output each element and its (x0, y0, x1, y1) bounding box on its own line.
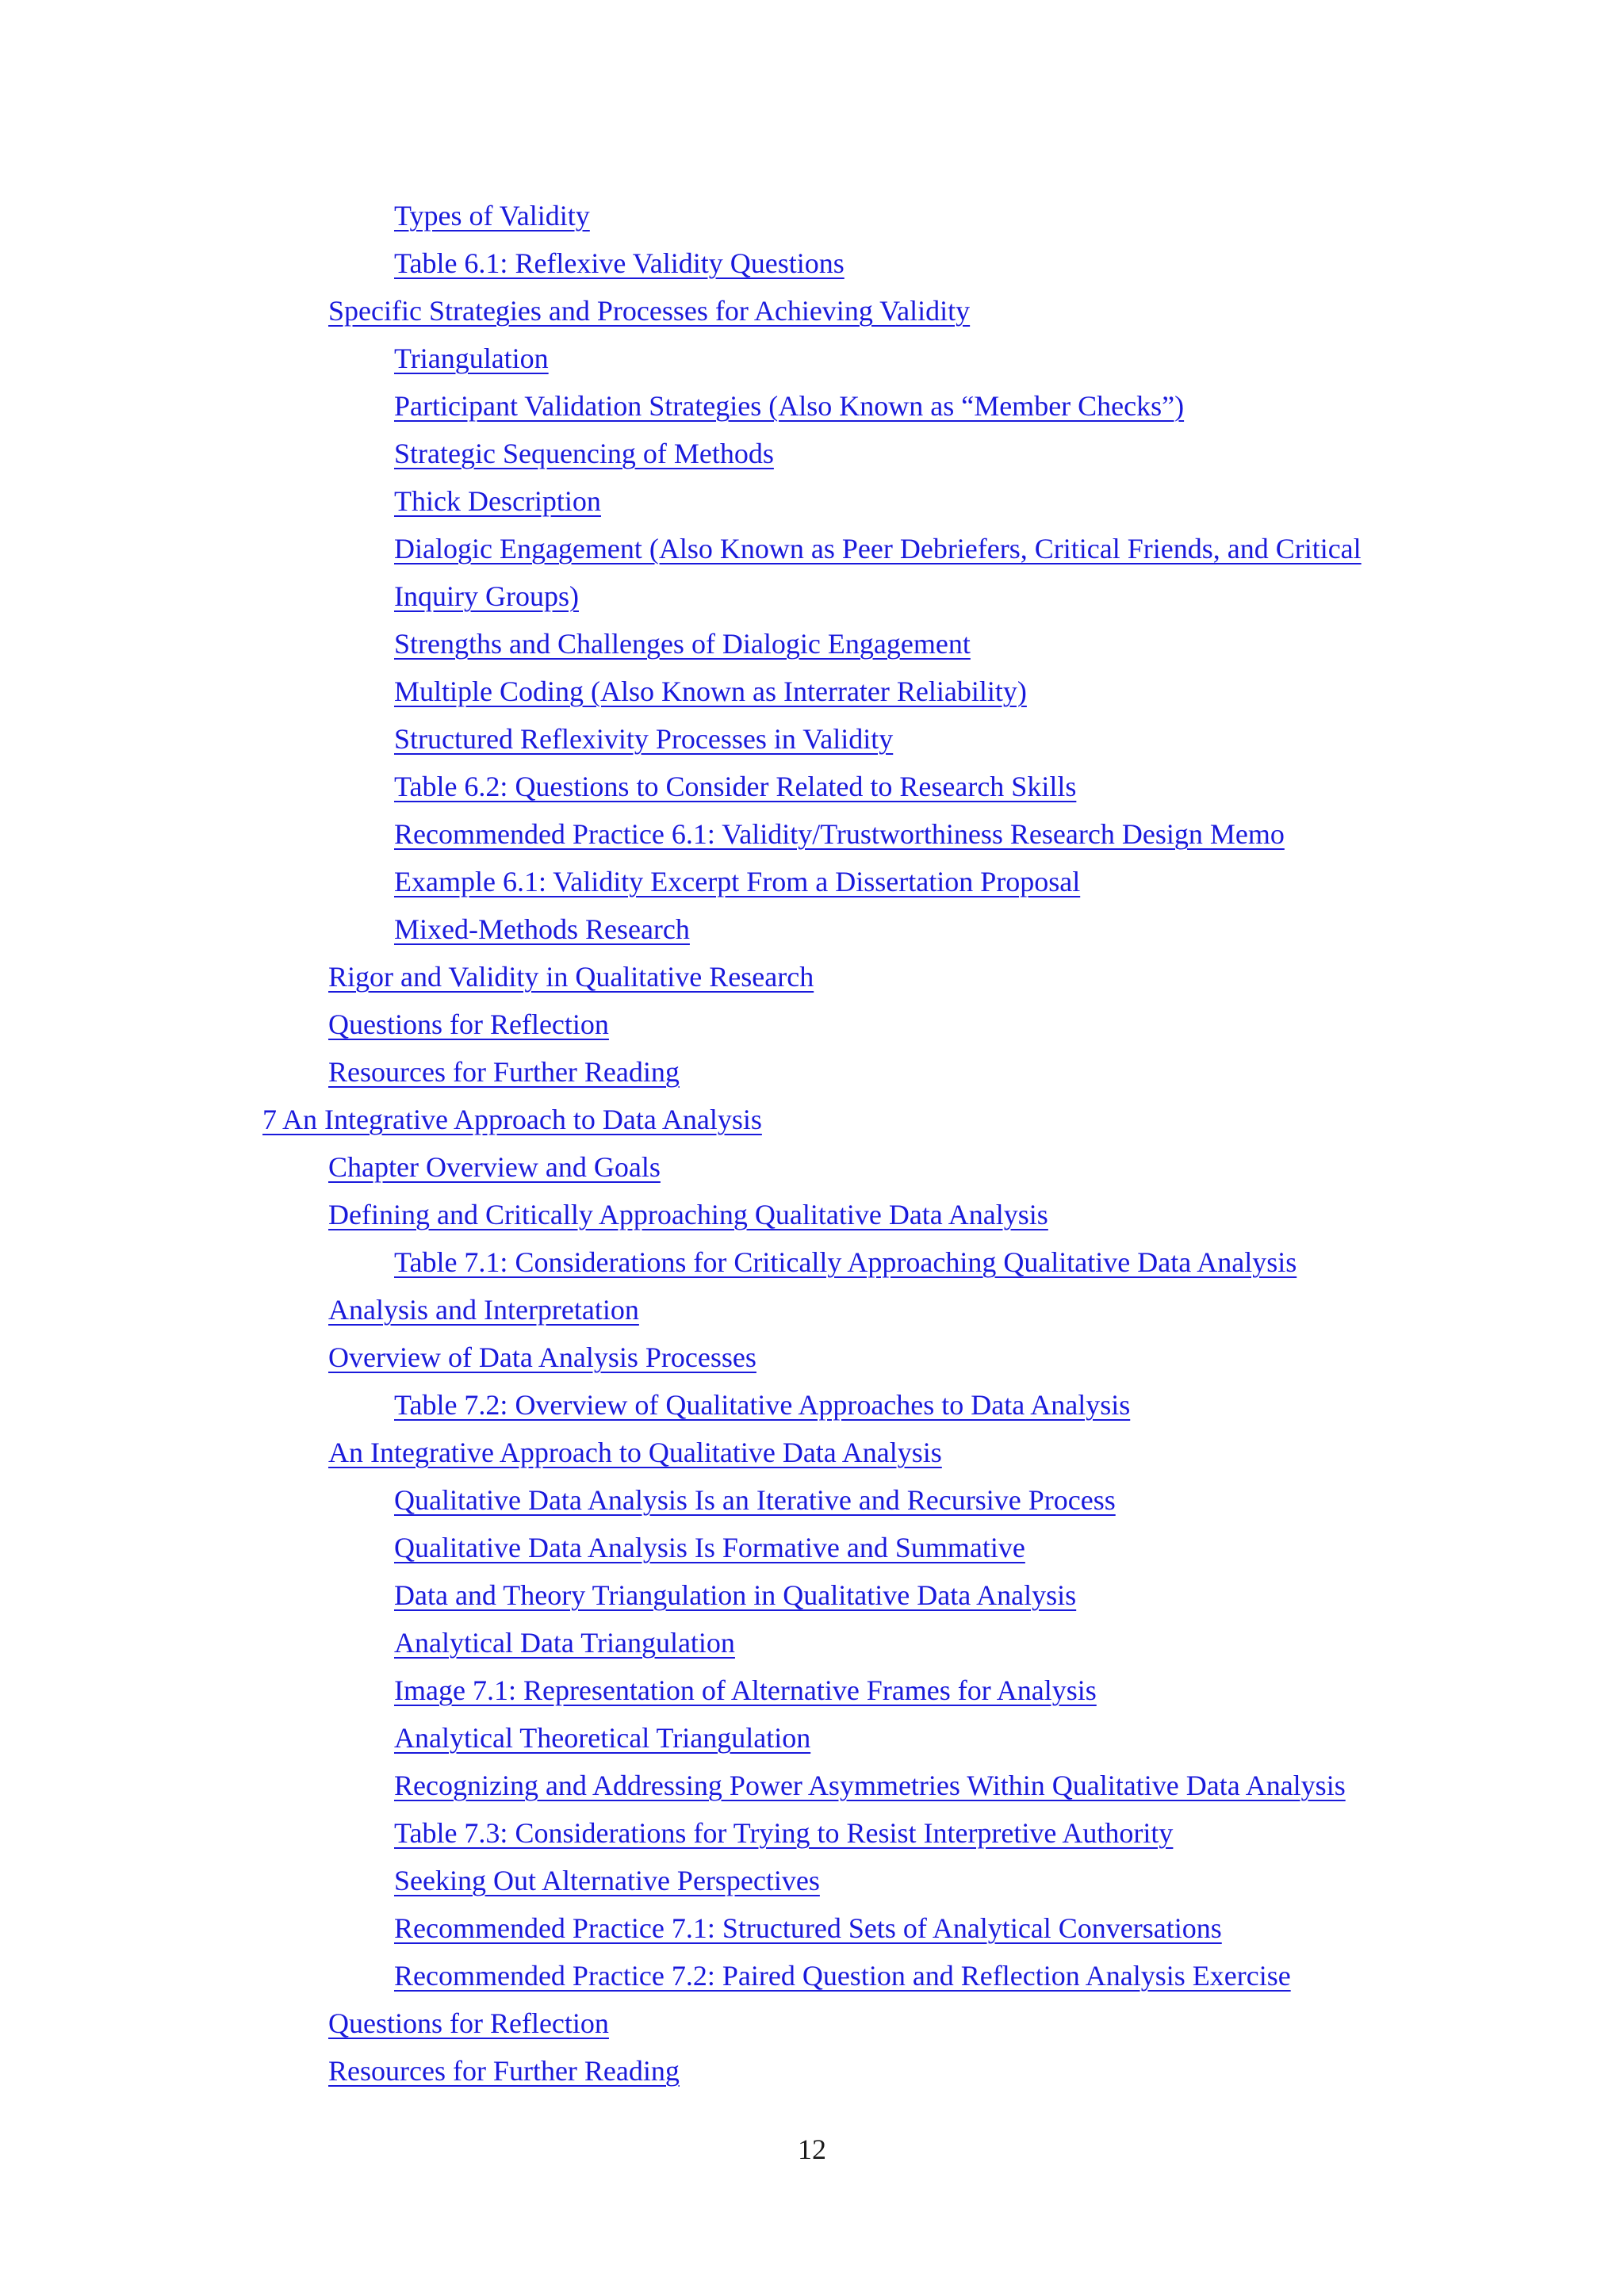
toc-entry (0, 1143, 1624, 1191)
toc-link[interactable]: Questions for Reflection (328, 2007, 609, 2039)
toc-link[interactable]: Chapter Overview and Goals (328, 1151, 661, 1183)
toc-entry (0, 1571, 1624, 1619)
toc-entry (0, 1857, 1624, 1904)
toc-link[interactable]: Questions for Reflection (328, 1008, 609, 1040)
toc-entry (0, 572, 1624, 620)
toc-entry (0, 620, 1624, 668)
toc-entry (0, 1476, 1624, 1524)
toc-entry (0, 1952, 1624, 1999)
toc-entry (0, 1096, 1624, 1143)
toc-link[interactable]: Rigor and Validity in Qualitative Research (328, 961, 814, 993)
toc-entry (0, 1381, 1624, 1429)
toc-link[interactable]: Recommended Practice 7.1: Structured Sets of Analytical Conversations (394, 1912, 1222, 1944)
toc-link[interactable]: Recognizing and Addressing Power Asymmetries Within Qualitative Data Analysis (394, 1770, 1346, 1801)
toc-link[interactable]: Structured Reflexivity Processes in Validity (394, 723, 894, 755)
toc-link[interactable]: Analytical Theoretical Triangulation (394, 1722, 811, 1754)
toc-link[interactable]: Table 7.3: Considerations for Trying to Resist Interpretive Authority (394, 1817, 1174, 1849)
toc-entry (0, 477, 1624, 525)
toc-link[interactable]: Table 7.1: Considerations for Critically Approaching Qualitative Data Analysis (394, 1246, 1297, 1278)
toc-link[interactable]: Overview of Data Analysis Processes (328, 1341, 756, 1373)
toc-entry (0, 1334, 1624, 1381)
toc-entry (0, 715, 1624, 763)
toc-link[interactable]: Image 7.1: Representation of Alternative Frames for Analysis (394, 1674, 1097, 1706)
toc-entry (0, 1238, 1624, 1286)
toc-link[interactable]: Strategic Sequencing of Methods (394, 438, 774, 469)
toc-link[interactable]: Types of Validity (394, 200, 590, 232)
toc-entry (0, 1904, 1624, 1952)
toc-entry (0, 1048, 1624, 1096)
toc-entry (0, 335, 1624, 382)
toc-entry (0, 525, 1624, 572)
toc-entry (0, 239, 1624, 287)
toc-link[interactable]: Example 6.1: Validity Excerpt From a Dissertation Proposal (394, 866, 1081, 897)
toc-link[interactable]: Qualitative Data Analysis Is Formative and Summative (394, 1532, 1025, 1563)
toc-entry (0, 287, 1624, 335)
toc-entry (0, 2047, 1624, 2095)
toc-entry (0, 1999, 1624, 2047)
toc-link[interactable]: Qualitative Data Analysis Is an Iterative and Recursive Process (394, 1484, 1116, 1516)
toc-link[interactable]: Analysis and Interpretation (328, 1294, 639, 1326)
toc-link[interactable]: Table 7.2: Overview of Qualitative Approaches to Data Analysis (394, 1389, 1131, 1421)
toc-link[interactable]: Table 6.1: Reflexive Validity Questions (394, 247, 845, 279)
toc-link[interactable]: An Integrative Approach to Qualitative Data Analysis (328, 1437, 942, 1468)
toc-entry (0, 1714, 1624, 1762)
toc-link[interactable]: Mixed-Methods Research (394, 913, 690, 945)
toc-entry (0, 1191, 1624, 1238)
toc-entry (0, 1619, 1624, 1667)
toc-link[interactable]: Triangulation (394, 342, 549, 374)
toc-entry (0, 763, 1624, 810)
toc-link[interactable]: Thick Description (394, 485, 601, 517)
toc-entry (0, 1001, 1624, 1048)
toc-link[interactable]: 7 An Integrative Approach to Data Analysis (262, 1104, 762, 1135)
toc-entry (0, 430, 1624, 477)
toc-link[interactable]: Analytical Data Triangulation (394, 1627, 735, 1659)
toc-link[interactable]: Inquiry Groups) (394, 580, 579, 612)
toc-link[interactable]: Multiple Coding (Also Known as Interrater Reliability) (394, 675, 1027, 707)
toc-entry (0, 1809, 1624, 1857)
toc-entry (0, 1286, 1624, 1334)
toc-entry (0, 953, 1624, 1001)
toc-entry (0, 858, 1624, 905)
toc-link[interactable]: Table 6.2: Questions to Consider Related to Research Skills (394, 771, 1077, 802)
toc-link[interactable]: Defining and Critically Approaching Qualitative Data Analysis (328, 1199, 1048, 1230)
toc-link[interactable]: Participant Validation Strategies (Also Known as “Member Checks”) (394, 390, 1185, 422)
toc-entry (0, 668, 1624, 715)
toc-link[interactable]: Recommended Practice 6.1: Validity/Trustworthiness Research Design Memo (394, 818, 1285, 850)
toc-link[interactable]: Dialogic Engagement (Also Known as Peer Debriefers, Critical Friends, and Critical (394, 533, 1362, 564)
toc-link[interactable]: Resources for Further Reading (328, 2055, 680, 2087)
toc-entry (0, 810, 1624, 858)
toc-link[interactable]: Seeking Out Alternative Perspectives (394, 1865, 820, 1896)
toc-entry (0, 905, 1624, 953)
page-number: 12 (798, 2133, 826, 2165)
toc-link[interactable]: Specific Strategies and Processes for Achieving Validity (328, 295, 971, 327)
toc-entry (0, 1429, 1624, 1476)
toc-entry (0, 382, 1624, 430)
toc-link[interactable]: Strengths and Challenges of Dialogic Engagement (394, 628, 971, 660)
table-of-contents (0, 192, 1624, 2095)
toc-entry (0, 192, 1624, 239)
toc-entry (0, 1524, 1624, 1571)
toc-link[interactable]: Resources for Further Reading (328, 1056, 680, 1088)
toc-link[interactable]: Recommended Practice 7.2: Paired Question and Reflection Analysis Exercise (394, 1960, 1291, 1992)
toc-entry (0, 1667, 1624, 1714)
toc-link[interactable]: Data and Theory Triangulation in Qualitative Data Analysis (394, 1579, 1077, 1611)
toc-entry (0, 1762, 1624, 1809)
